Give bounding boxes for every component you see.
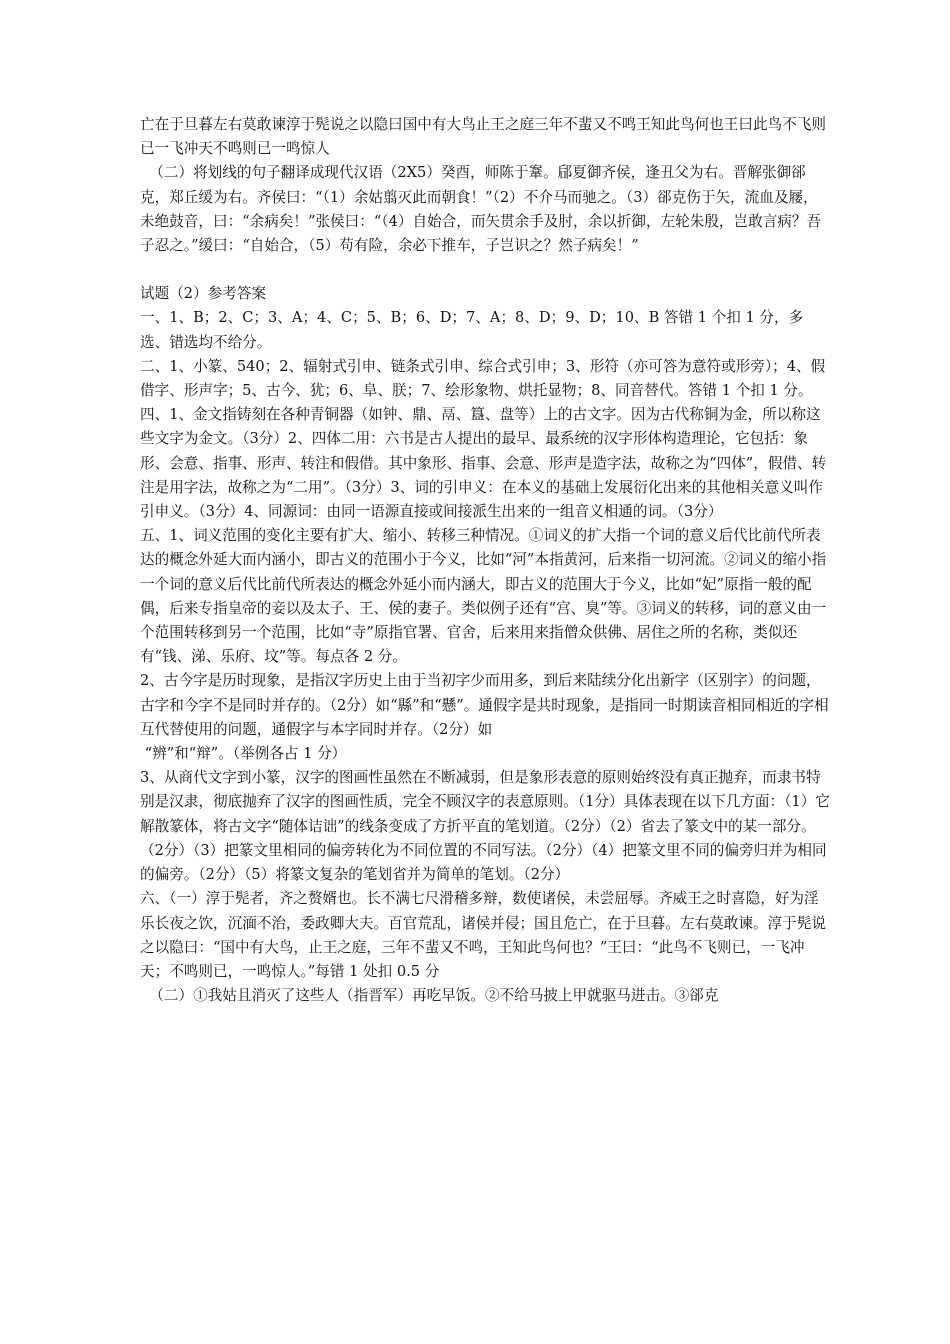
document-page bbox=[140, 113, 830, 1008]
section-heading: 试题（2）参考答案 bbox=[140, 285, 267, 303]
text-paragraph: “辨”和“辩”。（举例各占 1 分） bbox=[140, 745, 347, 763]
blank-line bbox=[140, 258, 830, 282]
text-paragraph: （二）①我姑且消灭了这些人（指晋军）再吃早饭。②不给马披上甲就驱马进击。③郤克 bbox=[140, 987, 719, 1005]
text-paragraph: 五、1、词义范围的变化主要有扩大、缩小、转移三种情况。①词义的扩大指一个词的意义后代比前代所表达的概念外延大而内涵小，即古义的范围小于今义，比如“河”本指黄河，后来指一切河流。②词义的缩小指一个词的意义后代比前代所表达的概念外延小而内涵大，即古义的范围大于今义，比如“妃”原指一般的配偶，后来专指皇帝的妾以及太子、王、侯的妻子。类似例子还有“宫、臭”等。③词义的转移，词的意义由一个范围转移到另一个范围，比如“寺”原指官署、官舍，后来用来指僧众供佛、居住之所的名称，类似还有“钱、涕、乐府、坟”等。每点各 2 分。 bbox=[140, 527, 827, 666]
text-paragraph: 二、1、小篆、540；2、辐射式引申、链条式引申、综合式引申；3、形符（亦可答为意符或形旁）；4、假借字、形声字；5、古今、犹；6、阜、朕；7、绘形象物、烘托显物；8、同音替代。答错 1 个扣 1 分。 bbox=[140, 357, 826, 400]
text-paragraph: 六、（一）淳于髡者，齐之赘婿也。长不满七尺滑稽多辩，数使诸侯，未尝屈辱。齐威王之时喜隐，好为淫乐长夜之饮，沉湎不治，委政卿大夫。百官荒乱，诸侯并侵；国且危亡，在于旦暮。左右莫敢谏。淳于髡说之以隐曰：“国中有大鸟，止王之庭，三年不蜚又不鸣，王知此鸟何也？”王曰：“此鸟不飞则已，一飞冲天；不鸣则已，一鸣惊人。”每错 1 处扣 0.5 分 bbox=[140, 890, 826, 980]
text-paragraph: 2、古今字是历时现象，是指汉字历史上由于当初字少而用多，到后来陆续分化出新字（区别字）的问题，古字和今字不是同时并存的。（2分）如“縣”和“懸”。通假字是共时现象，是指同一时期读音相同相近的字相互代替使用的问题，通假字与本字同时并存。（2分）如 bbox=[140, 672, 829, 738]
text-paragraph: 一、1、B；2、C；3、A；4、C；5、B；6、D；7、A；8、D；9、D；10、B 答错 1 个扣 1 分，多选、错选均不给分。 bbox=[140, 309, 804, 351]
text-paragraph: 亡在于旦暮左右莫敢谏淳于髡说之以隐曰国中有大鸟止王之庭三年不蜚又不鸣王知此鸟何也王曰此鸟不飞则已一飞冲天不鸣则已一鸣惊人 bbox=[140, 116, 826, 158]
text-paragraph: 四、1、金文指铸刻在各种青铜器（如钟、鼎、鬲、簋、盘等）上的古文字。因为古代称铜为金，所以称这些文字为金文。（3分）2、四体二用：六书是古人提出的最早、最系统的汉字形体构造理论，它包括：象形、会意、指事、形声、转注和假借。其中象形、指事、会意、形声是造字法，故称之为“四体”，假借、转注是用字法，故称之为“二用”。（3分）3、词的引申义：在本义的基础上发展衍化出来的其他相关意义叫作引申义。（3分）4、同源词：由同一语源直接或间接派生出来的一组音义相通的词。（3分） bbox=[140, 406, 827, 521]
text-paragraph: 3、从商代文字到小篆，汉字的图画性虽然在不断减弱，但是象形表意的原则始终没有真正抛弃，而隶书特别是汉隶，彻底抛弃了汉字的图画性质，完全不顾汉字的表意原则。（1分）具体表现在以下几方面：（1）它解散篆体，将古文字“随体诘诎”的线条变成了方折平直的笔划道。（2分）（2）省去了篆文中的某一部分。（2分）（3）把篆文里相同的偏旁转化为不同位置的不同写法。（2分）（4）把篆文里不同的偏旁归并为相同的偏旁。（2分）（5）将篆文复杂的笔划省并为简单的笔划。（2分） bbox=[140, 769, 830, 884]
text-paragraph: （二）将划线的句子翻译成现代汉语（2X5）癸酉，师陈于鞌。郈夏御齐侯，逢丑父为右。晋解张御郤克，郑丘缓为右。齐侯曰：“（1）余姑翦灭此而朝食！”（2）不介马而驰之。（3）郤克伤于矢，流血及屦，未绝鼓音，曰：“余病矣！”张侯曰：“（4）自始合，而矢贯余手及肘，余以折御，左轮朱殷，岂敢言病？吾子忍之。”缓曰：“自始合，（5）苟有险，余必下推车，子岂识之？然子病矣！” bbox=[140, 164, 822, 255]
